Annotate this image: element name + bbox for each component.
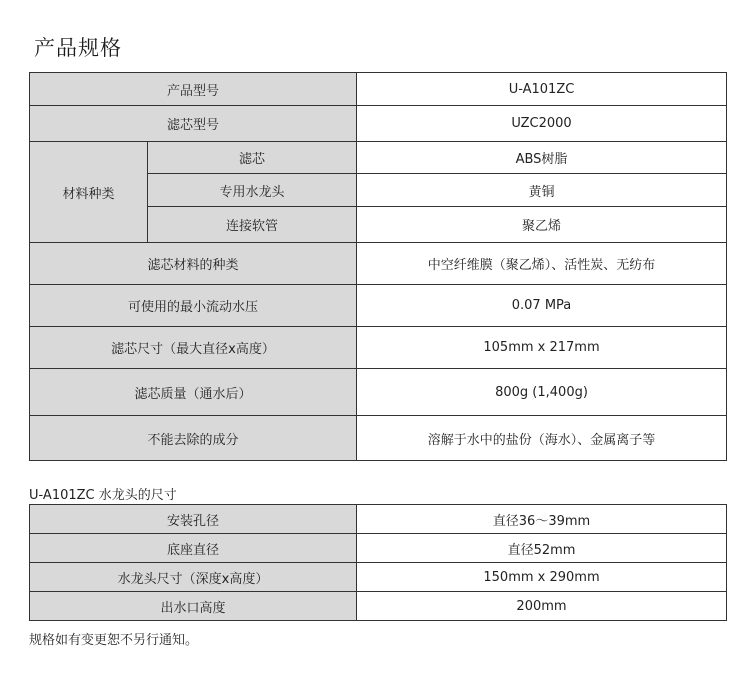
faucet-label: 安装孔径 <box>30 505 357 534</box>
model-label: 产品型号 <box>30 73 357 106</box>
model-value: U-A101ZC <box>357 73 727 106</box>
table-row <box>30 327 727 369</box>
faucet-value: 直径52mm <box>357 534 727 563</box>
material-item-value: ABS树脂 <box>357 142 727 174</box>
table-row <box>30 73 727 106</box>
faucet-value: 200mm <box>357 592 727 621</box>
material-item-label: 连接软管 <box>148 207 357 243</box>
material-item-value: 黄铜 <box>357 174 727 207</box>
not-removed-value: 溶解于水中的盐份（海水）、金属离子等 <box>357 416 727 461</box>
filter-material-label: 滤芯材料的种类 <box>30 243 357 285</box>
spec-table <box>29 72 727 461</box>
filter-mass-label: 滤芯质量（通水后） <box>30 369 357 416</box>
table-row <box>30 563 727 592</box>
table-row <box>30 369 727 416</box>
min-pressure-value: 0.07 MPa <box>357 285 727 327</box>
filter-material-value: 中空纤维膜（聚乙烯）、活性炭、无纺布 <box>357 243 727 285</box>
table-row <box>30 285 727 327</box>
faucet-table <box>29 504 727 621</box>
table-row <box>30 106 727 142</box>
material-item-value: 聚乙烯 <box>357 207 727 243</box>
faucet-label: 底座直径 <box>30 534 357 563</box>
materials-label: 材料种类 <box>30 142 148 243</box>
min-pressure-label: 可使用的最小流动水压 <box>30 285 357 327</box>
not-removed-label: 不能去除的成分 <box>30 416 357 461</box>
table-row <box>30 534 727 563</box>
filter-model-label: 滤芯型号 <box>30 106 357 142</box>
table-row <box>30 142 727 174</box>
faucet-value: 150mm x 290mm <box>357 563 727 592</box>
table-row <box>30 592 727 621</box>
filter-model-value: UZC2000 <box>357 106 727 142</box>
filter-size-label: 滤芯尺寸（最大直径x高度） <box>30 327 357 369</box>
filter-mass-value: 800g (1,400g) <box>357 369 727 416</box>
faucet-label: 水龙头尺寸（深度x高度） <box>30 563 357 592</box>
material-item-label: 滤芯 <box>148 142 357 174</box>
table-row <box>30 505 727 534</box>
faucet-label: 出水口高度 <box>30 592 357 621</box>
disclaimer-note: 规格如有变更恕不另行通知。 <box>29 633 199 648</box>
table-row <box>30 416 727 461</box>
table-row <box>30 243 727 285</box>
material-item-label: 专用水龙头 <box>148 174 357 207</box>
faucet-value: 直径36～39mm <box>357 505 727 534</box>
faucet-section-title: U-A101ZC 水龙头的尺寸 <box>29 488 177 503</box>
page-title: 产品规格 <box>34 36 122 60</box>
filter-size-value: 105mm x 217mm <box>357 327 727 369</box>
